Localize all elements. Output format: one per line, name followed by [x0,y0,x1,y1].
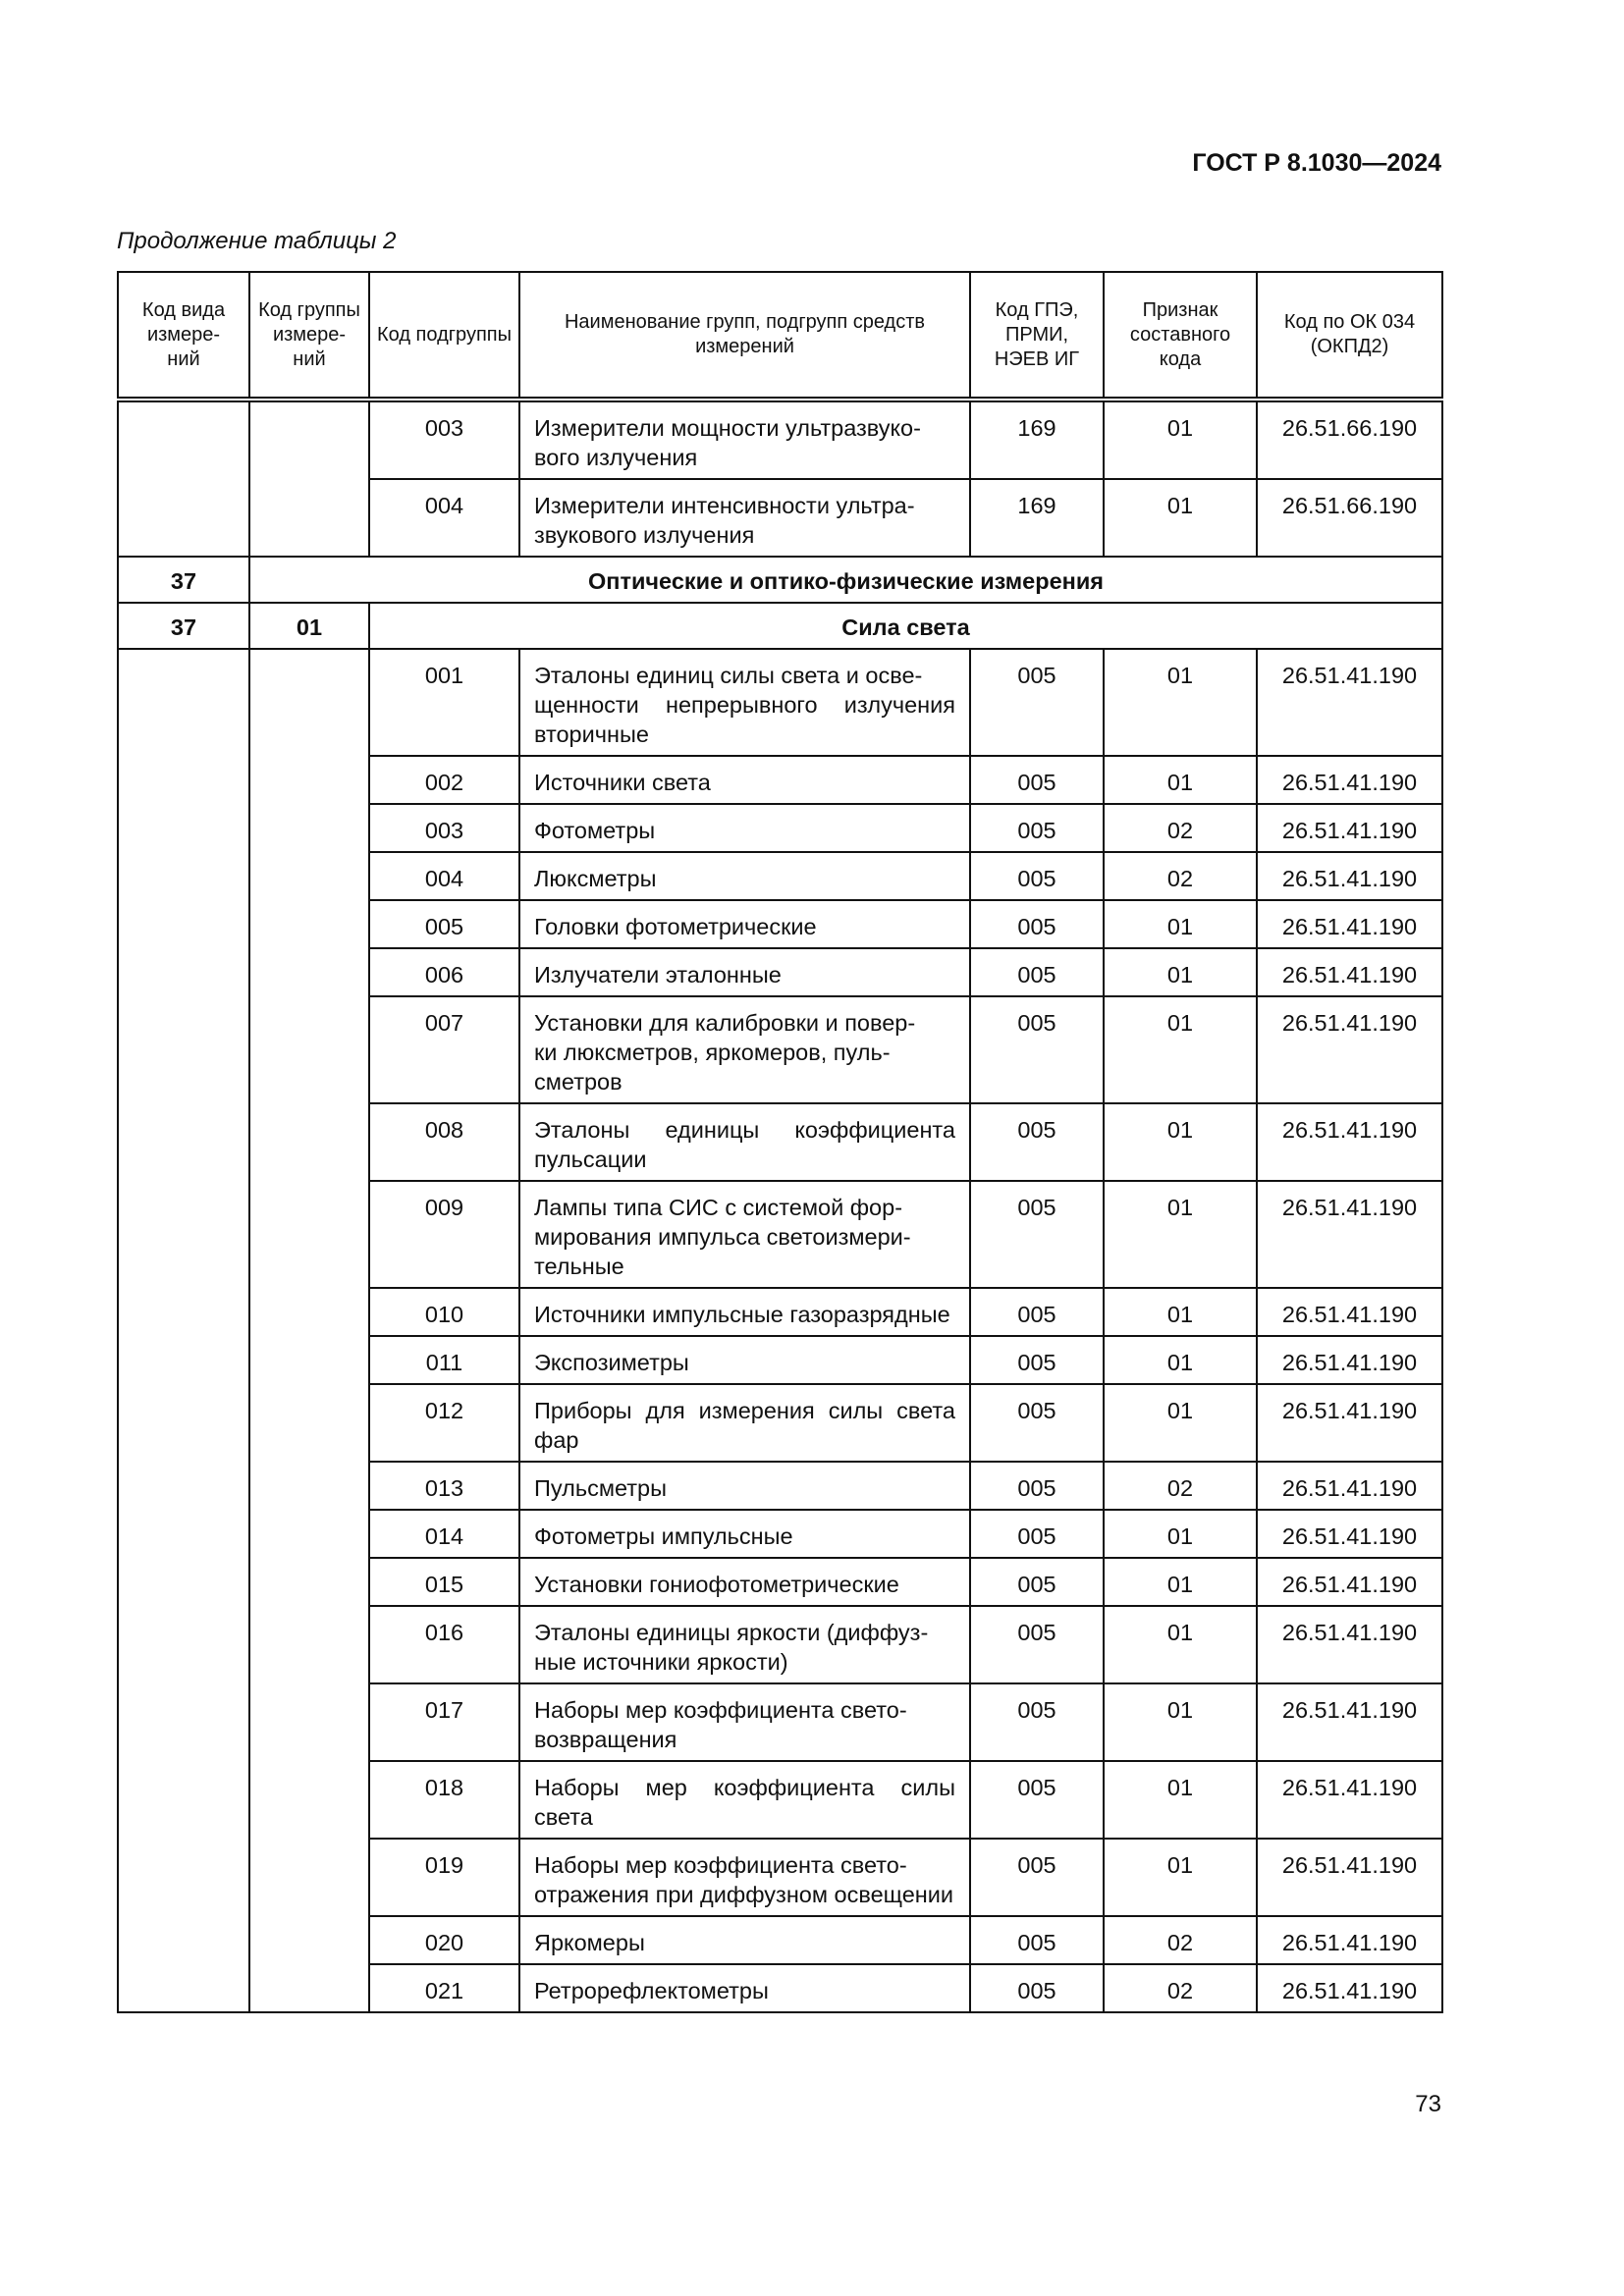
name-cell: Эталоны единиц силы света и осве- щенности непрерывного излучения вторичные [519,649,970,756]
group-title: Сила света [369,603,1442,649]
okpd-code-cell: 26.51.66.190 [1257,479,1442,557]
col-name-header: Наименование групп, подгрупп средств измерений [519,272,970,400]
composite-sign-cell: 01 [1104,400,1257,479]
name-cell: Наборы мер коэффициента свето- возвращения [519,1683,970,1761]
composite-sign-cell: 02 [1104,804,1257,852]
gpe-code-cell: 005 [970,948,1104,996]
name-cell: Эталоны единицы коэффициента пульсации [519,1103,970,1181]
okpd-code-cell: 26.51.41.190 [1257,1683,1442,1761]
composite-sign-cell: 01 [1104,649,1257,756]
table-row [118,649,1442,756]
composite-sign-cell: 01 [1104,1683,1257,1761]
composite-sign-cell: 01 [1104,1181,1257,1288]
gpe-code-cell: 005 [970,996,1104,1103]
subgroup-code-cell: 020 [369,1916,519,1964]
subgroup-code-cell: 011 [369,1336,519,1384]
gpe-code-cell: 005 [970,1761,1104,1839]
subgroup-code-cell: 014 [369,1510,519,1558]
subgroup-code-cell: 019 [369,1839,519,1916]
subgroup-code-cell: 021 [369,1964,519,2012]
subgroup-code-cell: 010 [369,1288,519,1336]
composite-sign-cell: 01 [1104,996,1257,1103]
okpd-code-cell: 26.51.41.190 [1257,900,1442,948]
subgroup-code-cell: 016 [369,1606,519,1683]
table-header-row [118,272,1442,400]
document-code: ГОСТ Р 8.1030—2024 [1192,149,1441,177]
group-kind-code: 37 [118,603,249,649]
okpd-code-cell: 26.51.41.190 [1257,649,1442,756]
gpe-code-cell: 005 [970,756,1104,804]
subgroup-code-cell: 003 [369,804,519,852]
okpd-code-cell: 26.51.41.190 [1257,804,1442,852]
gpe-code-cell: 005 [970,1336,1104,1384]
classification-table [117,271,1443,2013]
kind-cell-empty [118,400,249,557]
subgroup-code-cell: 017 [369,1683,519,1761]
subgroup-code-cell: 003 [369,400,519,479]
okpd-code-cell: 26.51.41.190 [1257,1510,1442,1558]
composite-sign-cell: 01 [1104,1288,1257,1336]
okpd-code-cell: 26.51.41.190 [1257,1606,1442,1683]
col-gpe-header: Код ГПЭ, ПРМИ, НЭЕВ ИГ [970,272,1104,400]
gpe-code-cell: 005 [970,852,1104,900]
composite-sign-cell: 01 [1104,479,1257,557]
col-okpd-header: Код по ОК 034 (ОКПД2) [1257,272,1442,400]
group-cell-empty [249,400,369,557]
group-row-3701 [118,603,1442,649]
okpd-code-cell: 26.51.41.190 [1257,1336,1442,1384]
gpe-code-cell: 005 [970,1558,1104,1606]
gpe-code-cell: 005 [970,900,1104,948]
okpd-code-cell: 26.51.41.190 [1257,1103,1442,1181]
composite-sign-cell: 02 [1104,1916,1257,1964]
subgroup-code-cell: 006 [369,948,519,996]
section-row-37 [118,557,1442,603]
name-cell: Установки гониофотометрические [519,1558,970,1606]
composite-sign-cell: 01 [1104,948,1257,996]
gpe-code-cell: 005 [970,1839,1104,1916]
subgroup-code-cell: 008 [369,1103,519,1181]
name-cell: Экспозиметры [519,1336,970,1384]
gpe-code-cell: 005 [970,1103,1104,1181]
subgroup-code-cell: 013 [369,1462,519,1510]
subgroup-code-cell: 015 [369,1558,519,1606]
col-group-header: Код группы измере- ний [249,272,369,400]
name-cell: Наборы мер коэффициента свето- отражения при диффузном освещении [519,1839,970,1916]
name-cell: Ретрорефлектометры [519,1964,970,2012]
okpd-code-cell: 26.51.41.190 [1257,1288,1442,1336]
composite-sign-cell: 01 [1104,1761,1257,1839]
gpe-code-cell: 005 [970,1683,1104,1761]
okpd-code-cell: 26.51.66.190 [1257,400,1442,479]
gpe-code-cell: 005 [970,1462,1104,1510]
section-title: Оптические и оптико-физические измерения [249,557,1442,603]
composite-sign-cell: 02 [1104,1964,1257,2012]
composite-sign-cell: 01 [1104,900,1257,948]
okpd-code-cell: 26.51.41.190 [1257,1964,1442,2012]
composite-sign-cell: 01 [1104,1336,1257,1384]
section-rows [118,557,1442,649]
name-cell: Фотометры [519,804,970,852]
name-cell: Люксметры [519,852,970,900]
name-cell: Головки фотометрические [519,900,970,948]
gpe-code-cell: 005 [970,804,1104,852]
okpd-code-cell: 26.51.41.190 [1257,756,1442,804]
name-cell: Фотометры импульсные [519,1510,970,1558]
name-cell: Измерители интенсивности ультра- звукового излучения [519,479,970,557]
subgroup-code-cell: 007 [369,996,519,1103]
table-caption: Продолжение таблицы 2 [117,228,397,254]
col-sign-header: Признак составного кода [1104,272,1257,400]
block1-body [118,400,1442,557]
name-cell: Лампы типа СИС с системой фор- мирования импульса светоизмери- тельные [519,1181,970,1288]
name-cell: Наборы мер коэффициента силы света [519,1761,970,1839]
composite-sign-cell: 01 [1104,756,1257,804]
section-kind-code: 37 [118,557,249,603]
okpd-code-cell: 26.51.41.190 [1257,1462,1442,1510]
page-number: 73 [1415,2091,1441,2117]
subgroup-code-cell: 004 [369,479,519,557]
composite-sign-cell: 01 [1104,1606,1257,1683]
gpe-code-cell: 005 [970,1384,1104,1462]
composite-sign-cell: 02 [1104,852,1257,900]
gpe-code-cell: 005 [970,1181,1104,1288]
gpe-code-cell: 005 [970,1606,1104,1683]
okpd-code-cell: 26.51.41.190 [1257,948,1442,996]
gpe-code-cell: 005 [970,649,1104,756]
composite-sign-cell: 02 [1104,1462,1257,1510]
subgroup-code-cell: 018 [369,1761,519,1839]
subgroup-code-cell: 004 [369,852,519,900]
name-cell: Эталоны единицы яркости (диффуз- ные источники яркости) [519,1606,970,1683]
name-cell: Установки для калибровки и повер- ки люксметров, яркомеров, пуль- сметров [519,996,970,1103]
name-cell: Яркомеры [519,1916,970,1964]
okpd-code-cell: 26.51.41.190 [1257,1761,1442,1839]
gpe-code-cell: 005 [970,1964,1104,2012]
kind-cell-empty [118,649,249,2012]
okpd-code-cell: 26.51.41.190 [1257,1558,1442,1606]
name-cell: Приборы для измерения силы света фар [519,1384,970,1462]
composite-sign-cell: 01 [1104,1839,1257,1916]
subgroup-code-cell: 001 [369,649,519,756]
block2-body [118,649,1442,2012]
name-cell: Пульсметры [519,1462,970,1510]
okpd-code-cell: 26.51.41.190 [1257,1384,1442,1462]
okpd-code-cell: 26.51.41.190 [1257,852,1442,900]
col-subgroup-header: Код подгруппы [369,272,519,400]
gpe-code-cell: 005 [970,1288,1104,1336]
group-code: 01 [249,603,369,649]
name-cell: Измерители мощности ультразвуко- вого излучения [519,400,970,479]
name-cell: Излучатели эталонные [519,948,970,996]
gpe-code-cell: 005 [970,1510,1104,1558]
subgroup-code-cell: 005 [369,900,519,948]
composite-sign-cell: 01 [1104,1558,1257,1606]
composite-sign-cell: 01 [1104,1103,1257,1181]
col-kind-header: Код вида измере- ний [118,272,249,400]
table-row [118,400,1442,479]
name-cell: Источники света [519,756,970,804]
subgroup-code-cell: 009 [369,1181,519,1288]
subgroup-code-cell: 002 [369,756,519,804]
okpd-code-cell: 26.51.41.190 [1257,1916,1442,1964]
okpd-code-cell: 26.51.41.190 [1257,1181,1442,1288]
composite-sign-cell: 01 [1104,1384,1257,1462]
gpe-code-cell: 169 [970,400,1104,479]
group-cell-empty [249,649,369,2012]
gpe-code-cell: 169 [970,479,1104,557]
gpe-code-cell: 005 [970,1916,1104,1964]
okpd-code-cell: 26.51.41.190 [1257,1839,1442,1916]
composite-sign-cell: 01 [1104,1510,1257,1558]
name-cell: Источники импульсные газоразрядные [519,1288,970,1336]
okpd-code-cell: 26.51.41.190 [1257,996,1442,1103]
subgroup-code-cell: 012 [369,1384,519,1462]
